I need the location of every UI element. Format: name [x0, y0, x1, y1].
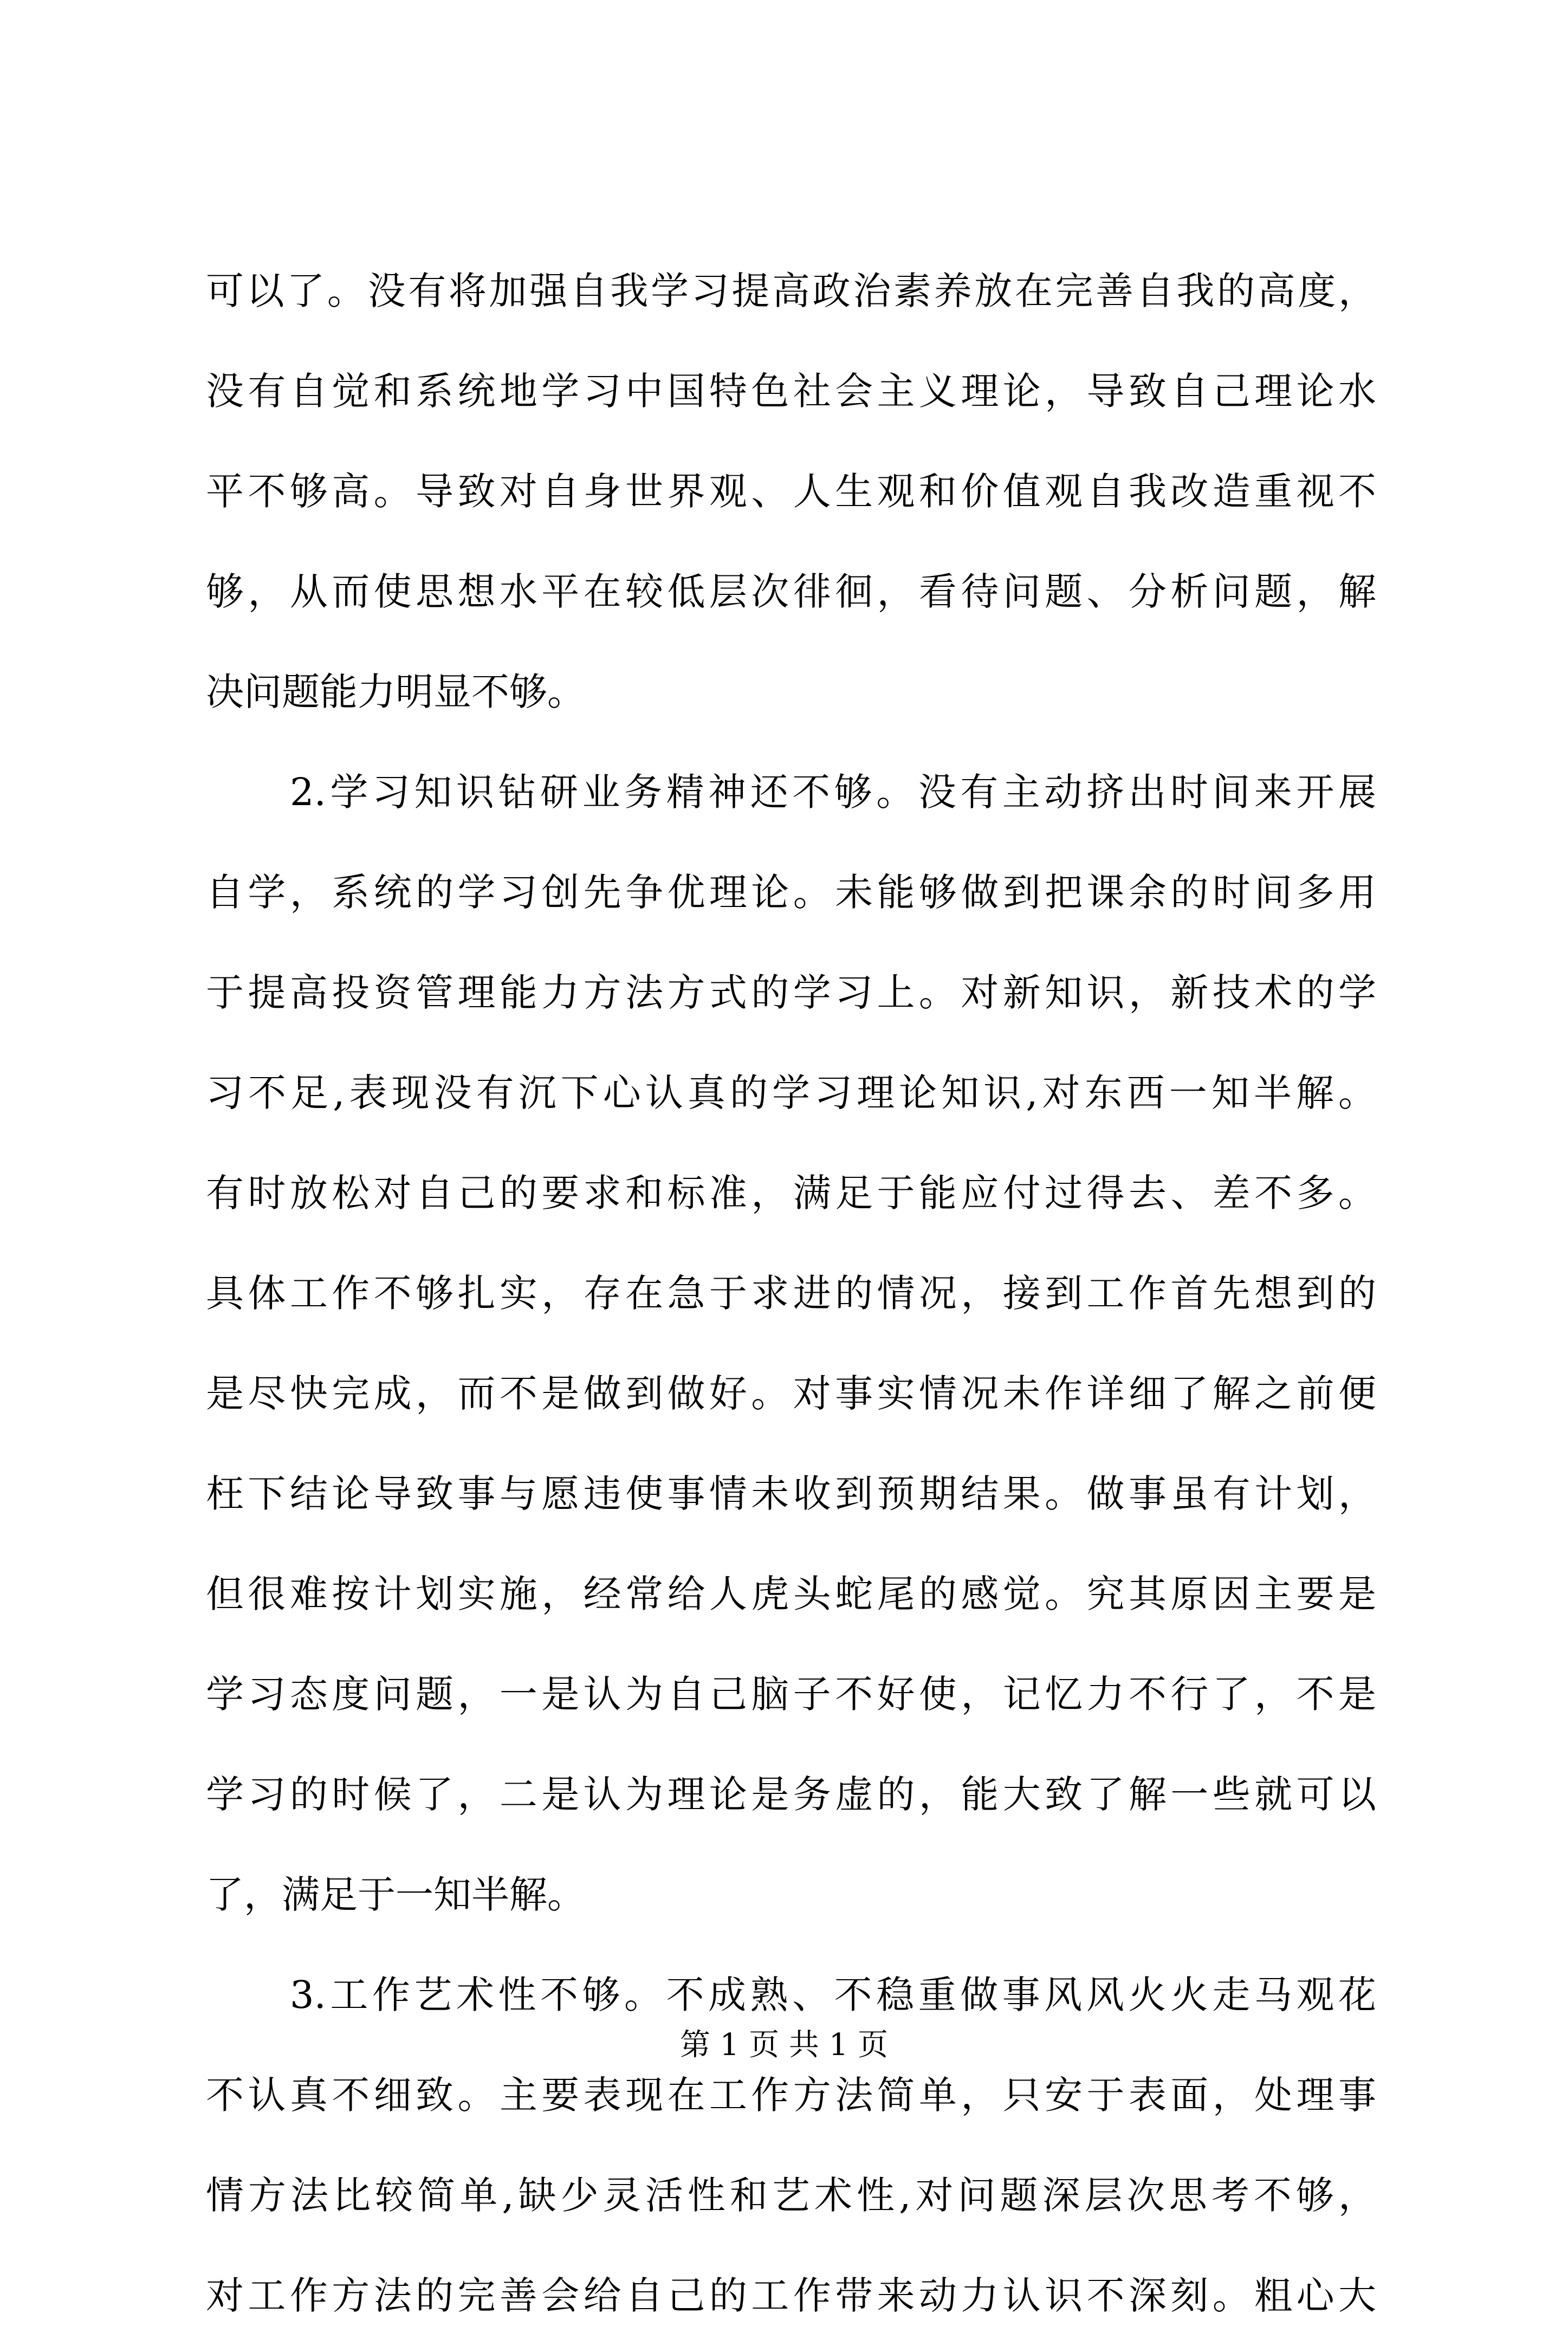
text-line: 没有自觉和系统地学习中国特色社会主义理论，导致自己理论水	[206, 369, 1376, 413]
text-line: 于提高投资管理能力方法方式的学习上。对新知识，新技术的学	[206, 970, 1376, 1015]
text-line: 有时放松对自己的要求和标准，满足于能应付过得去、差不多。	[206, 1171, 1376, 1215]
text-line: 了，满足于一知半解。	[206, 1872, 585, 1917]
text-line: 平不够高。导致对自身世界观、人生观和价值观自我改造重视不	[206, 469, 1376, 514]
text-line: 不认真不细致。主要表现在工作方法简单，只安于表面，处理事	[206, 2073, 1376, 2117]
text-line: 够，从而使思想水平在较低层次徘徊，看待问题、分析问题，解	[206, 569, 1376, 614]
text-line: 学习态度问题，一是认为自己脑子不好使，记忆力不行了，不是	[206, 1672, 1376, 1716]
page-footer: 第 1 页 共 1 页	[679, 2027, 889, 2063]
text-line: 3.工作艺术性不够。不成熟、不稳重做事风风火火走马观花	[206, 1973, 1376, 2017]
text-line: 是尽快完成，而不是做到做好。对事实情况未作详细了解之前便	[206, 1371, 1376, 1416]
text-line: 决问题能力明显不够。	[206, 670, 585, 714]
text-line: 但很难按计划实施，经常给人虎头蛇尾的感觉。究其原因主要是	[206, 1572, 1376, 1616]
text-line: 情方法比较简单,缺少灵活性和艺术性,对问题深层次思考不够，	[206, 2173, 1376, 2218]
text-line: 具体工作不够扎实，存在急于求进的情况，接到工作首先想到的	[206, 1271, 1376, 1315]
text-line: 习不足,表现没有沉下心认真的学习理论知识,对东西一知半解。	[206, 1071, 1376, 1115]
text-line: 2.学习知识钻研业务精神还不够。没有主动挤出时间来开展	[206, 770, 1376, 814]
text-line: 学习的时候了，二是认为理论是务虚的，能大致了解一些就可以	[206, 1772, 1376, 1817]
text-line: 自学，系统的学习创先争优理论。未能够做到把课余的时间多用	[206, 870, 1376, 915]
text-line: 枉下结论导致事与愿违使事情未收到预期结果。做事虽有计划，	[206, 1472, 1376, 1516]
text-line: 对工作方法的完善会给自己的工作带来动力认识不深刻。粗心大	[206, 2273, 1376, 2318]
text-line: 可以了。没有将加强自我学习提高政治素养放在完善自我的高度，	[206, 269, 1376, 313]
